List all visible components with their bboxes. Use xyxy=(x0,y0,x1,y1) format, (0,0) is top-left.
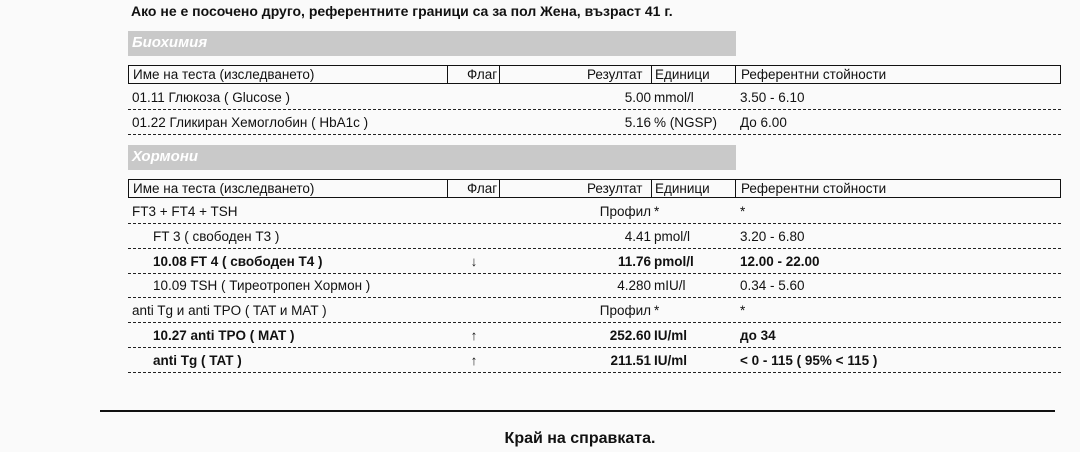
unit-cell: mmol/l xyxy=(654,90,694,105)
header-note: Ако не е посочено друго, референтните граници са за пол Жена, възраст 41 г. xyxy=(131,3,673,19)
column-divider xyxy=(735,66,736,83)
column-divider xyxy=(651,180,652,197)
footer-divider xyxy=(100,410,1055,412)
result-cell: Профил xyxy=(599,303,651,319)
col-ref-label: Референтни стойности xyxy=(741,181,887,196)
table-row xyxy=(128,274,1061,298)
test-name-cell: 10.27 anti TPO ( MAT ) xyxy=(153,328,295,343)
unit-cell: pmol/l xyxy=(654,253,694,269)
flag-cell: ↑ xyxy=(470,328,478,343)
column-divider xyxy=(735,180,736,197)
col-result-label: Резултат xyxy=(587,181,643,196)
result-cell: 11.76 xyxy=(617,253,651,269)
test-name-cell: anti Tg ( TAT ) xyxy=(153,352,242,368)
test-name-cell: FT3 + FT4 + TSH xyxy=(132,204,238,219)
unit-cell: % (NGSP) xyxy=(654,114,718,130)
reference-cell: < 0 - 115 ( 95% < 115 ) xyxy=(740,352,878,368)
table-row xyxy=(128,111,1061,135)
column-divider xyxy=(651,66,652,83)
footer-text: Край на справката. xyxy=(504,430,656,447)
section-bar-hormones xyxy=(128,145,736,170)
test-name-cell: 10.09 TSH ( Тиреотропен Хормон ) xyxy=(153,278,371,294)
unit-cell: pmol/l xyxy=(654,228,691,244)
column-divider xyxy=(447,180,448,197)
unit-cell: * xyxy=(654,204,660,219)
table-row xyxy=(128,86,1061,110)
unit-cell: IU/ml xyxy=(654,328,688,343)
test-name-cell: 01.22 Гликиран Хемоглобин ( HbA1c ) xyxy=(132,114,369,130)
result-cell: 252.60 xyxy=(609,328,651,343)
reference-cell: * xyxy=(740,204,746,219)
unit-cell: IU/ml xyxy=(654,352,688,368)
col-name-label: Име на теста (изследването) xyxy=(133,181,315,196)
reference-cell: 12.00 - 22.00 xyxy=(740,253,820,269)
reference-cell: до 34 xyxy=(740,328,776,343)
col-unit-label: Единици xyxy=(655,67,710,82)
reference-cell: * xyxy=(740,303,746,319)
unit-cell: mIU/l xyxy=(654,278,686,294)
table-row xyxy=(128,324,1061,348)
flag-cell: ↑ xyxy=(470,352,478,368)
test-name-cell: FT 3 ( свободен Т3 ) xyxy=(153,228,280,244)
result-cell: 5.00 xyxy=(624,90,651,105)
reference-cell: 3.50 - 6.10 xyxy=(740,90,805,105)
test-name-cell: 10.08 FT 4 ( свободен Т4 ) xyxy=(153,253,323,269)
section-bar-biochemistry xyxy=(128,31,736,56)
reference-cell: 3.20 - 6.80 xyxy=(740,228,805,244)
section-title: Биохимия xyxy=(132,34,208,51)
reference-cell: 0.34 - 5.60 xyxy=(740,278,805,294)
result-cell: 5.16 xyxy=(624,114,651,130)
table-row xyxy=(128,225,1061,249)
col-name-label: Име на теста (изследването) xyxy=(133,67,315,82)
table-row xyxy=(128,299,1061,323)
result-cell: 4.280 xyxy=(617,278,651,294)
col-flag-label: Флаг xyxy=(467,67,498,82)
test-name-cell: 01.11 Глюкоза ( Glucose ) xyxy=(132,90,290,105)
table-row xyxy=(128,200,1061,224)
result-cell: 211.51 xyxy=(610,352,651,368)
unit-cell: * xyxy=(654,303,660,319)
section-title: Хормони xyxy=(132,148,199,165)
result-cell: Профил xyxy=(599,204,651,219)
column-divider xyxy=(447,66,448,83)
column-divider xyxy=(499,180,500,197)
reference-cell: До 6.00 xyxy=(740,114,787,130)
col-result-label: Резултат xyxy=(587,67,643,82)
column-divider xyxy=(499,66,500,83)
test-name-cell: anti Tg и anti TPO ( TAT и MAT ) xyxy=(132,303,327,319)
col-unit-label: Единици xyxy=(655,181,710,196)
column-header xyxy=(128,179,1061,198)
column-header xyxy=(128,65,1061,84)
table-row xyxy=(128,349,1061,373)
col-flag-label: Флаг xyxy=(467,181,498,196)
flag-cell: ↓ xyxy=(470,253,478,269)
result-cell: 4.41 xyxy=(624,228,651,244)
col-ref-label: Референтни стойности xyxy=(741,67,887,82)
table-row xyxy=(128,250,1061,274)
